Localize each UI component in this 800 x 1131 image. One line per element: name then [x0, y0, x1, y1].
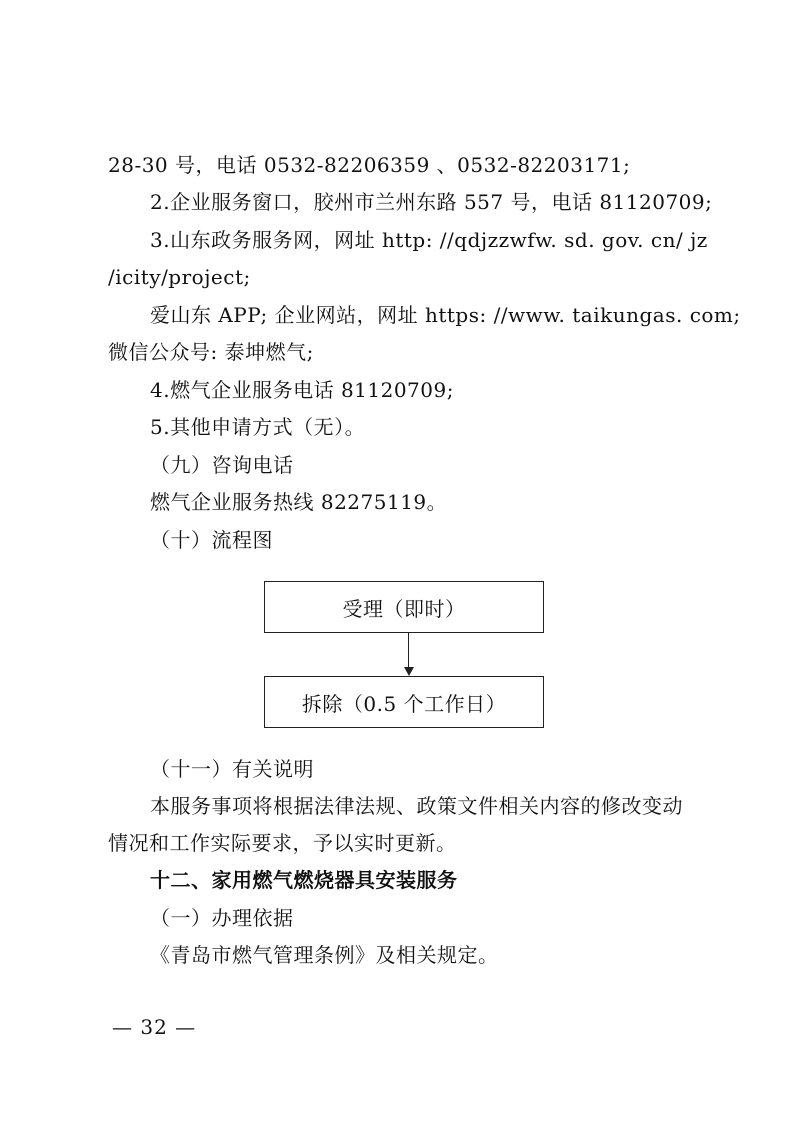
- page-number: — 32 —: [112, 1015, 197, 1039]
- text-line-regulation: 《青岛市燃气管理条例》及相关规定。: [150, 943, 499, 967]
- section-title-appliance-install: 十二、家用燃气燃烧器具安装服务: [150, 868, 458, 892]
- text-line-wechat: 微信公众号: 泰坤燃气;: [108, 340, 314, 364]
- text-line-service-phone: 4.燃气企业服务电话 81120709;: [150, 378, 454, 402]
- flowchart-arrow-line: [408, 633, 409, 669]
- text-line-notes-2: 情况和工作实际要求，予以实时更新。: [108, 831, 457, 855]
- section-heading-consult-phone: （九）咨询电话: [150, 453, 294, 477]
- text-line-service-window: 2.企业服务窗口，胶州市兰州东路 557 号，电话 81120709;: [150, 190, 713, 214]
- flowchart-step-dismantle: 拆除（0.5 个工作日）: [264, 676, 544, 728]
- section-heading-notes: （十一）有关说明: [150, 757, 314, 781]
- section-heading-basis: （一）办理依据: [150, 906, 294, 930]
- text-line-hotline: 燃气企业服务热线 82275119。: [150, 490, 448, 514]
- text-line-app-website: 爱山东 APP; 企业网站，网址 https: //www. taikungas. com;: [150, 303, 741, 327]
- text-line-other-methods: 5.其他申请方式（无）。: [150, 415, 366, 439]
- flowchart-step-accept: 受理（即时）: [264, 581, 544, 633]
- text-line-gov-website: 3.山东政务服务网，网址 http: //qdjzzwfw. sd. gov. cn/ jz: [150, 228, 708, 252]
- text-line-notes-1: 本服务事项将根据法律法规、政策文件相关内容的修改变动: [150, 794, 683, 818]
- flowchart-arrow-down-icon: [404, 667, 414, 676]
- section-heading-flowchart: （十）流程图: [150, 528, 273, 552]
- text-line-gov-website-cont: /icity/project;: [108, 265, 251, 289]
- text-line-address-phone: 28-30 号，电话 0532-82206359 、0532-82203171;: [108, 153, 631, 177]
